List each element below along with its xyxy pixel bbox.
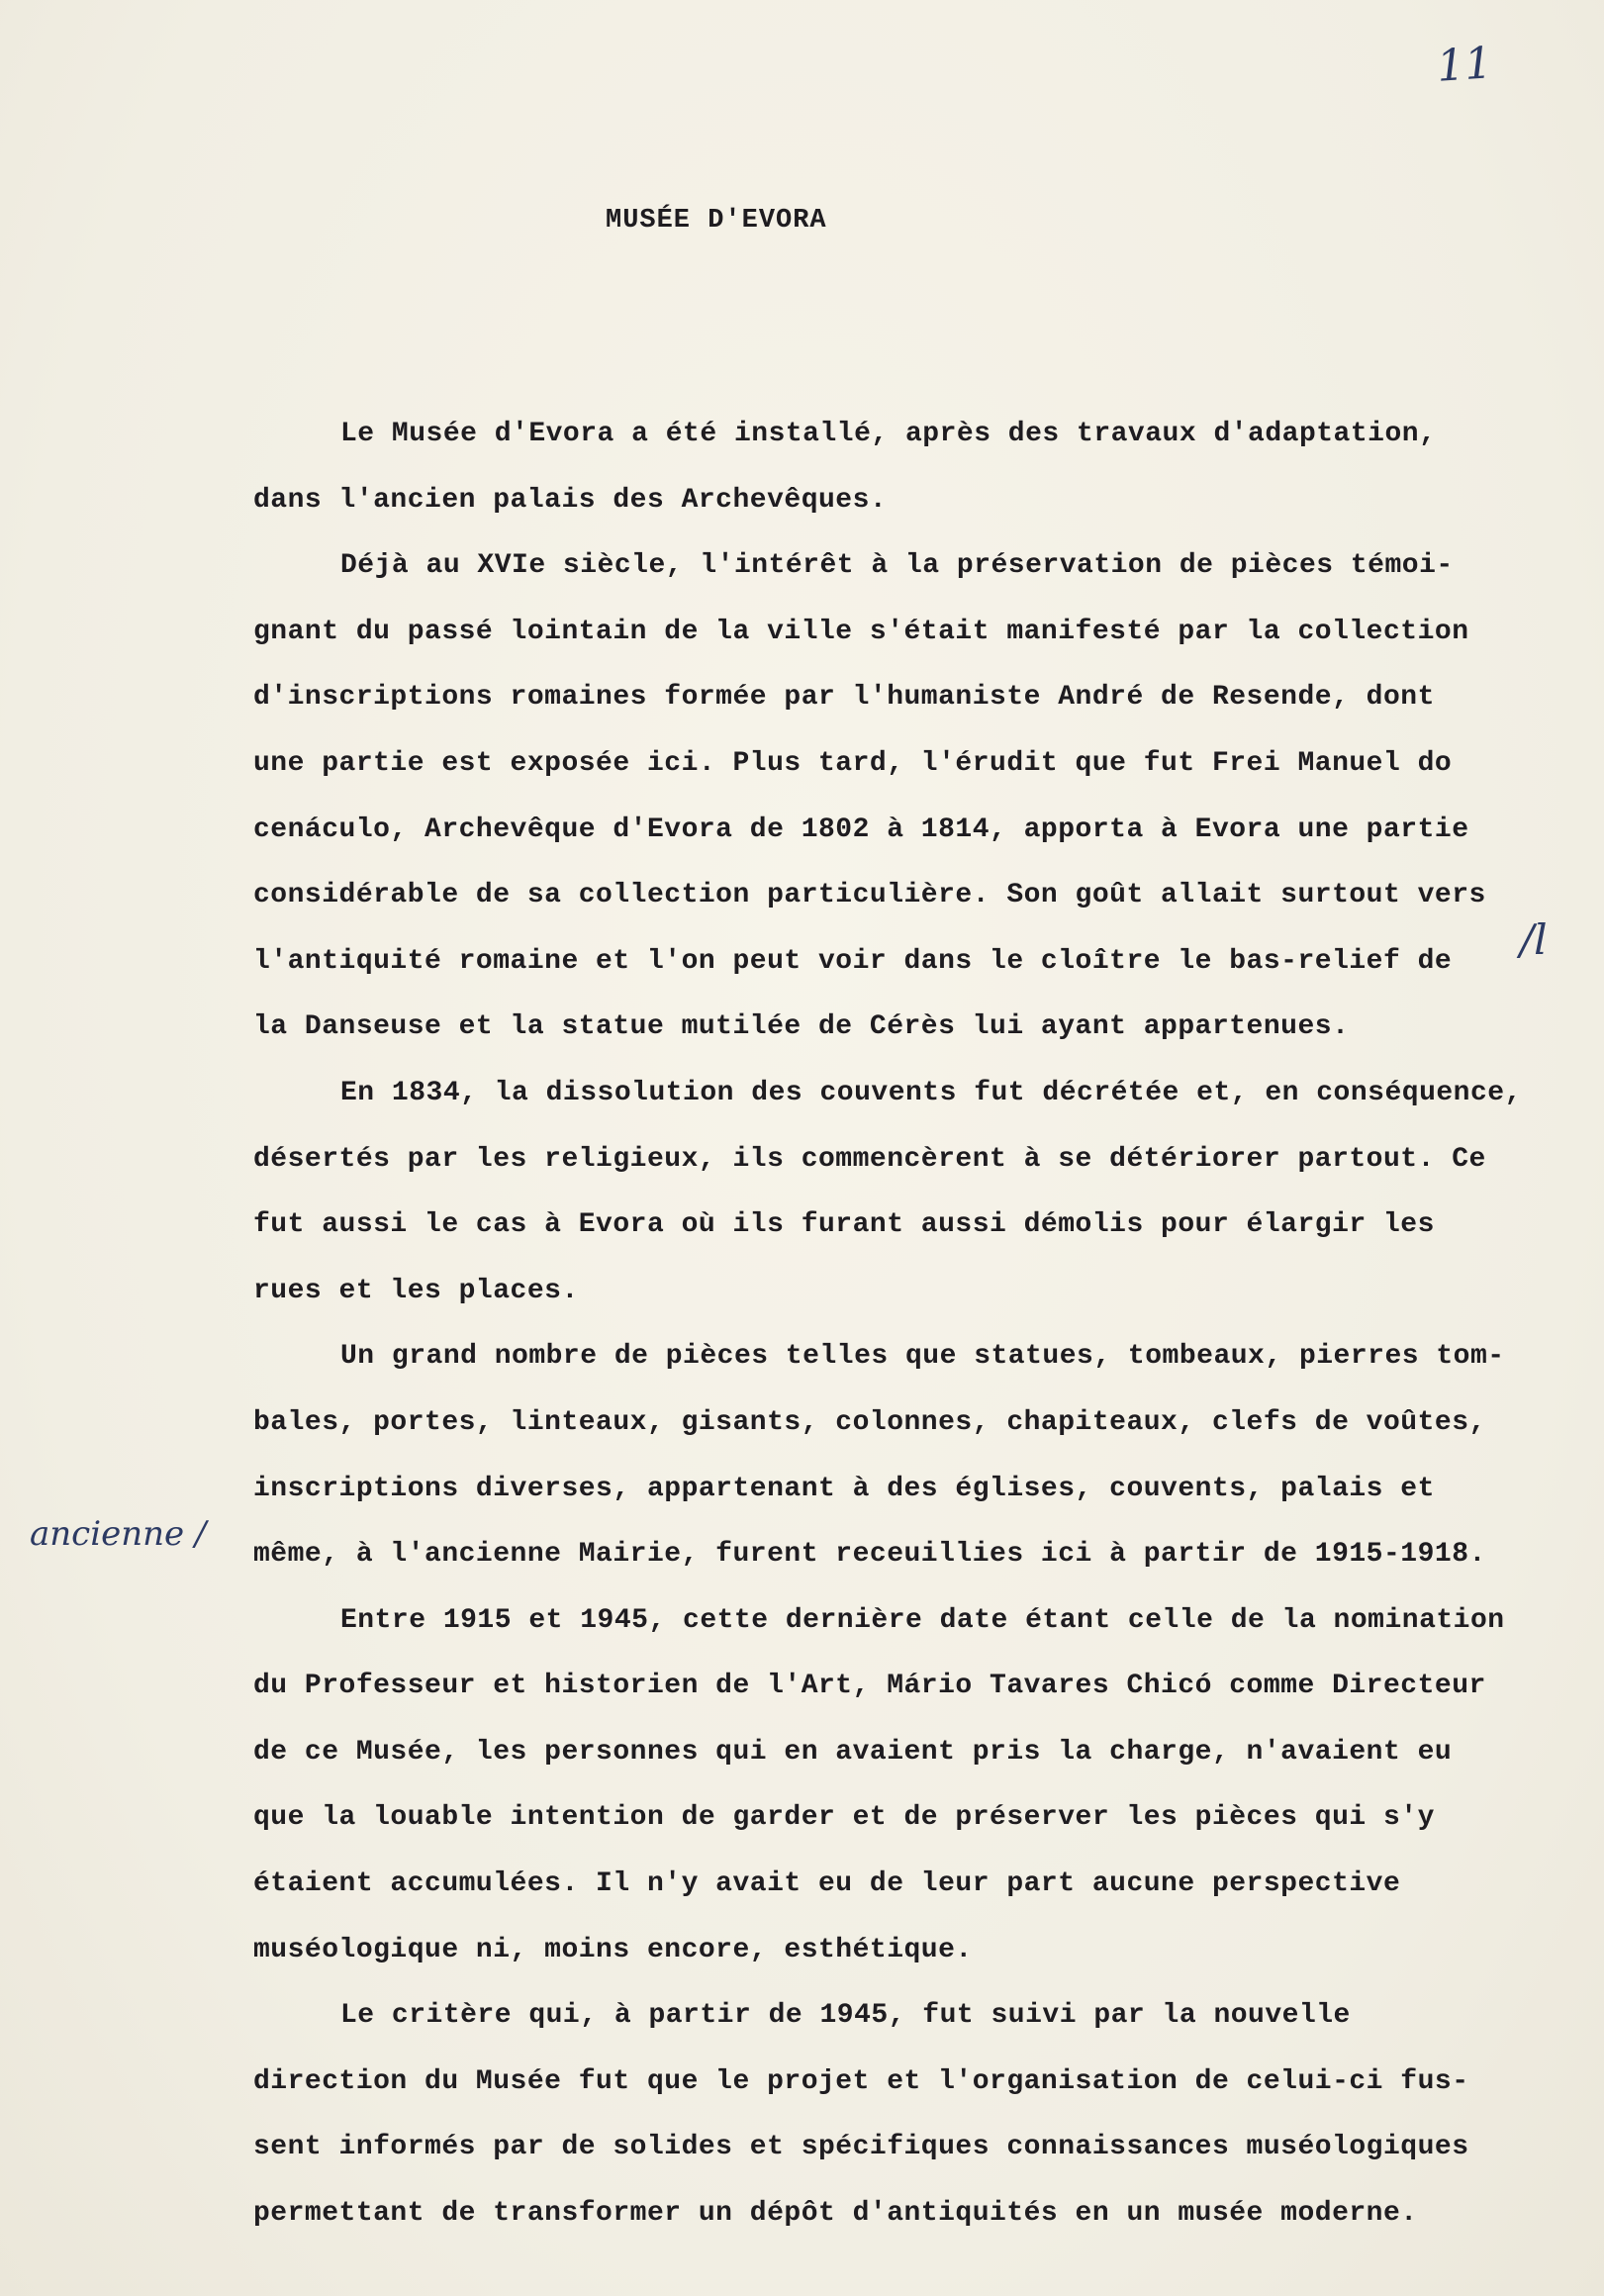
text-line: Le Musée d'Evora a été installé, après des travaux d'adaptation, — [340, 419, 1437, 449]
text-line: Le critère qui, à partir de 1945, fut suivi par la nouvelle — [340, 2000, 1351, 2032]
text-line: considérable de sa collection particulière. Son goût allait surtout vers — [253, 880, 1486, 911]
text-line: rues et les places. — [253, 1275, 579, 1306]
text-line: désertés par les religieux, ils commencèrent à se détériorer partout. Ce — [253, 1143, 1486, 1175]
document-title: MUSÉE D'EVORA — [606, 206, 827, 236]
text-line: muséologique ni, moins encore, esthétique. — [253, 1934, 973, 1965]
body-text — [253, 402, 1569, 2248]
margin-correction-mark: /l — [1520, 915, 1548, 964]
text-line: même, à l'ancienne Mairie, furent receuillies ici à partir de 1915-1918. — [253, 1539, 1486, 1571]
text-line: En 1834, la dissolution des couvents fut décrétée et, en conséquence, — [340, 1077, 1522, 1108]
text-line: sent informés par de solides et spécifiques connaissances muséologiques — [253, 2132, 1469, 2163]
page-number: 11 — [1435, 38, 1494, 92]
text-line: Un grand nombre de pièces telles que statues, tombeaux, pierres tom- — [340, 1341, 1505, 1373]
text-line: du Professeur et historien de l'Art, Mário Tavares Chicó comme Directeur — [253, 1671, 1486, 1702]
text-line: direction du Musée fut que le projet et l'organisation de celui-ci fus- — [253, 2065, 1469, 2097]
text-line: étaient accumulées. Il n'y avait eu de leur part aucune perspective — [253, 1868, 1401, 1900]
text-line: inscriptions diverses, appartenant à des églises, couvents, palais et — [253, 1473, 1435, 1504]
text-line: dans l'ancien palais des Archevêques. — [253, 484, 888, 516]
text-line: une partie est exposée ici. Plus tard, l'érudit que fut Frei Manuel do — [253, 747, 1453, 779]
text-line: permettant de transformer un dépôt d'antiquités en un musée moderne. — [253, 2198, 1418, 2230]
text-line: bales, portes, linteaux, gisants, colonnes, chapiteaux, clefs de voûtes, — [253, 1406, 1486, 1438]
text-line: fut aussi le cas à Evora où ils furant aussi démolis pour élargir les — [253, 1209, 1435, 1241]
text-line: d'inscriptions romaines formée par l'humaniste André de Resende, dont — [253, 682, 1435, 714]
text-line: Déjà au XVIe siècle, l'intérêt à la préservation de pièces témoi- — [340, 550, 1454, 582]
margin-annotation: ancienne / — [30, 1514, 207, 1554]
text-line: gnant du passé lointain de la ville s'était manifesté par la collection — [253, 616, 1469, 647]
text-line: cenáculo, Archevêque d'Evora de 1802 à 1814, apporta à Evora une partie — [253, 813, 1469, 845]
text-line: que la louable intention de garder et de préserver les pièces qui s'y — [253, 1802, 1435, 1834]
text-line: de ce Musée, les personnes qui en avaient pris la charge, n'avaient eu — [253, 1736, 1453, 1768]
text-line: la Danseuse et la statue mutilée de Cérès lui ayant appartenues. — [253, 1011, 1350, 1043]
text-line: l'antiquité romaine et l'on peut voir dans le cloître le bas-relief de — [253, 945, 1453, 977]
text-line: Entre 1915 et 1945, cette dernière date étant celle de la nomination — [340, 1604, 1505, 1636]
